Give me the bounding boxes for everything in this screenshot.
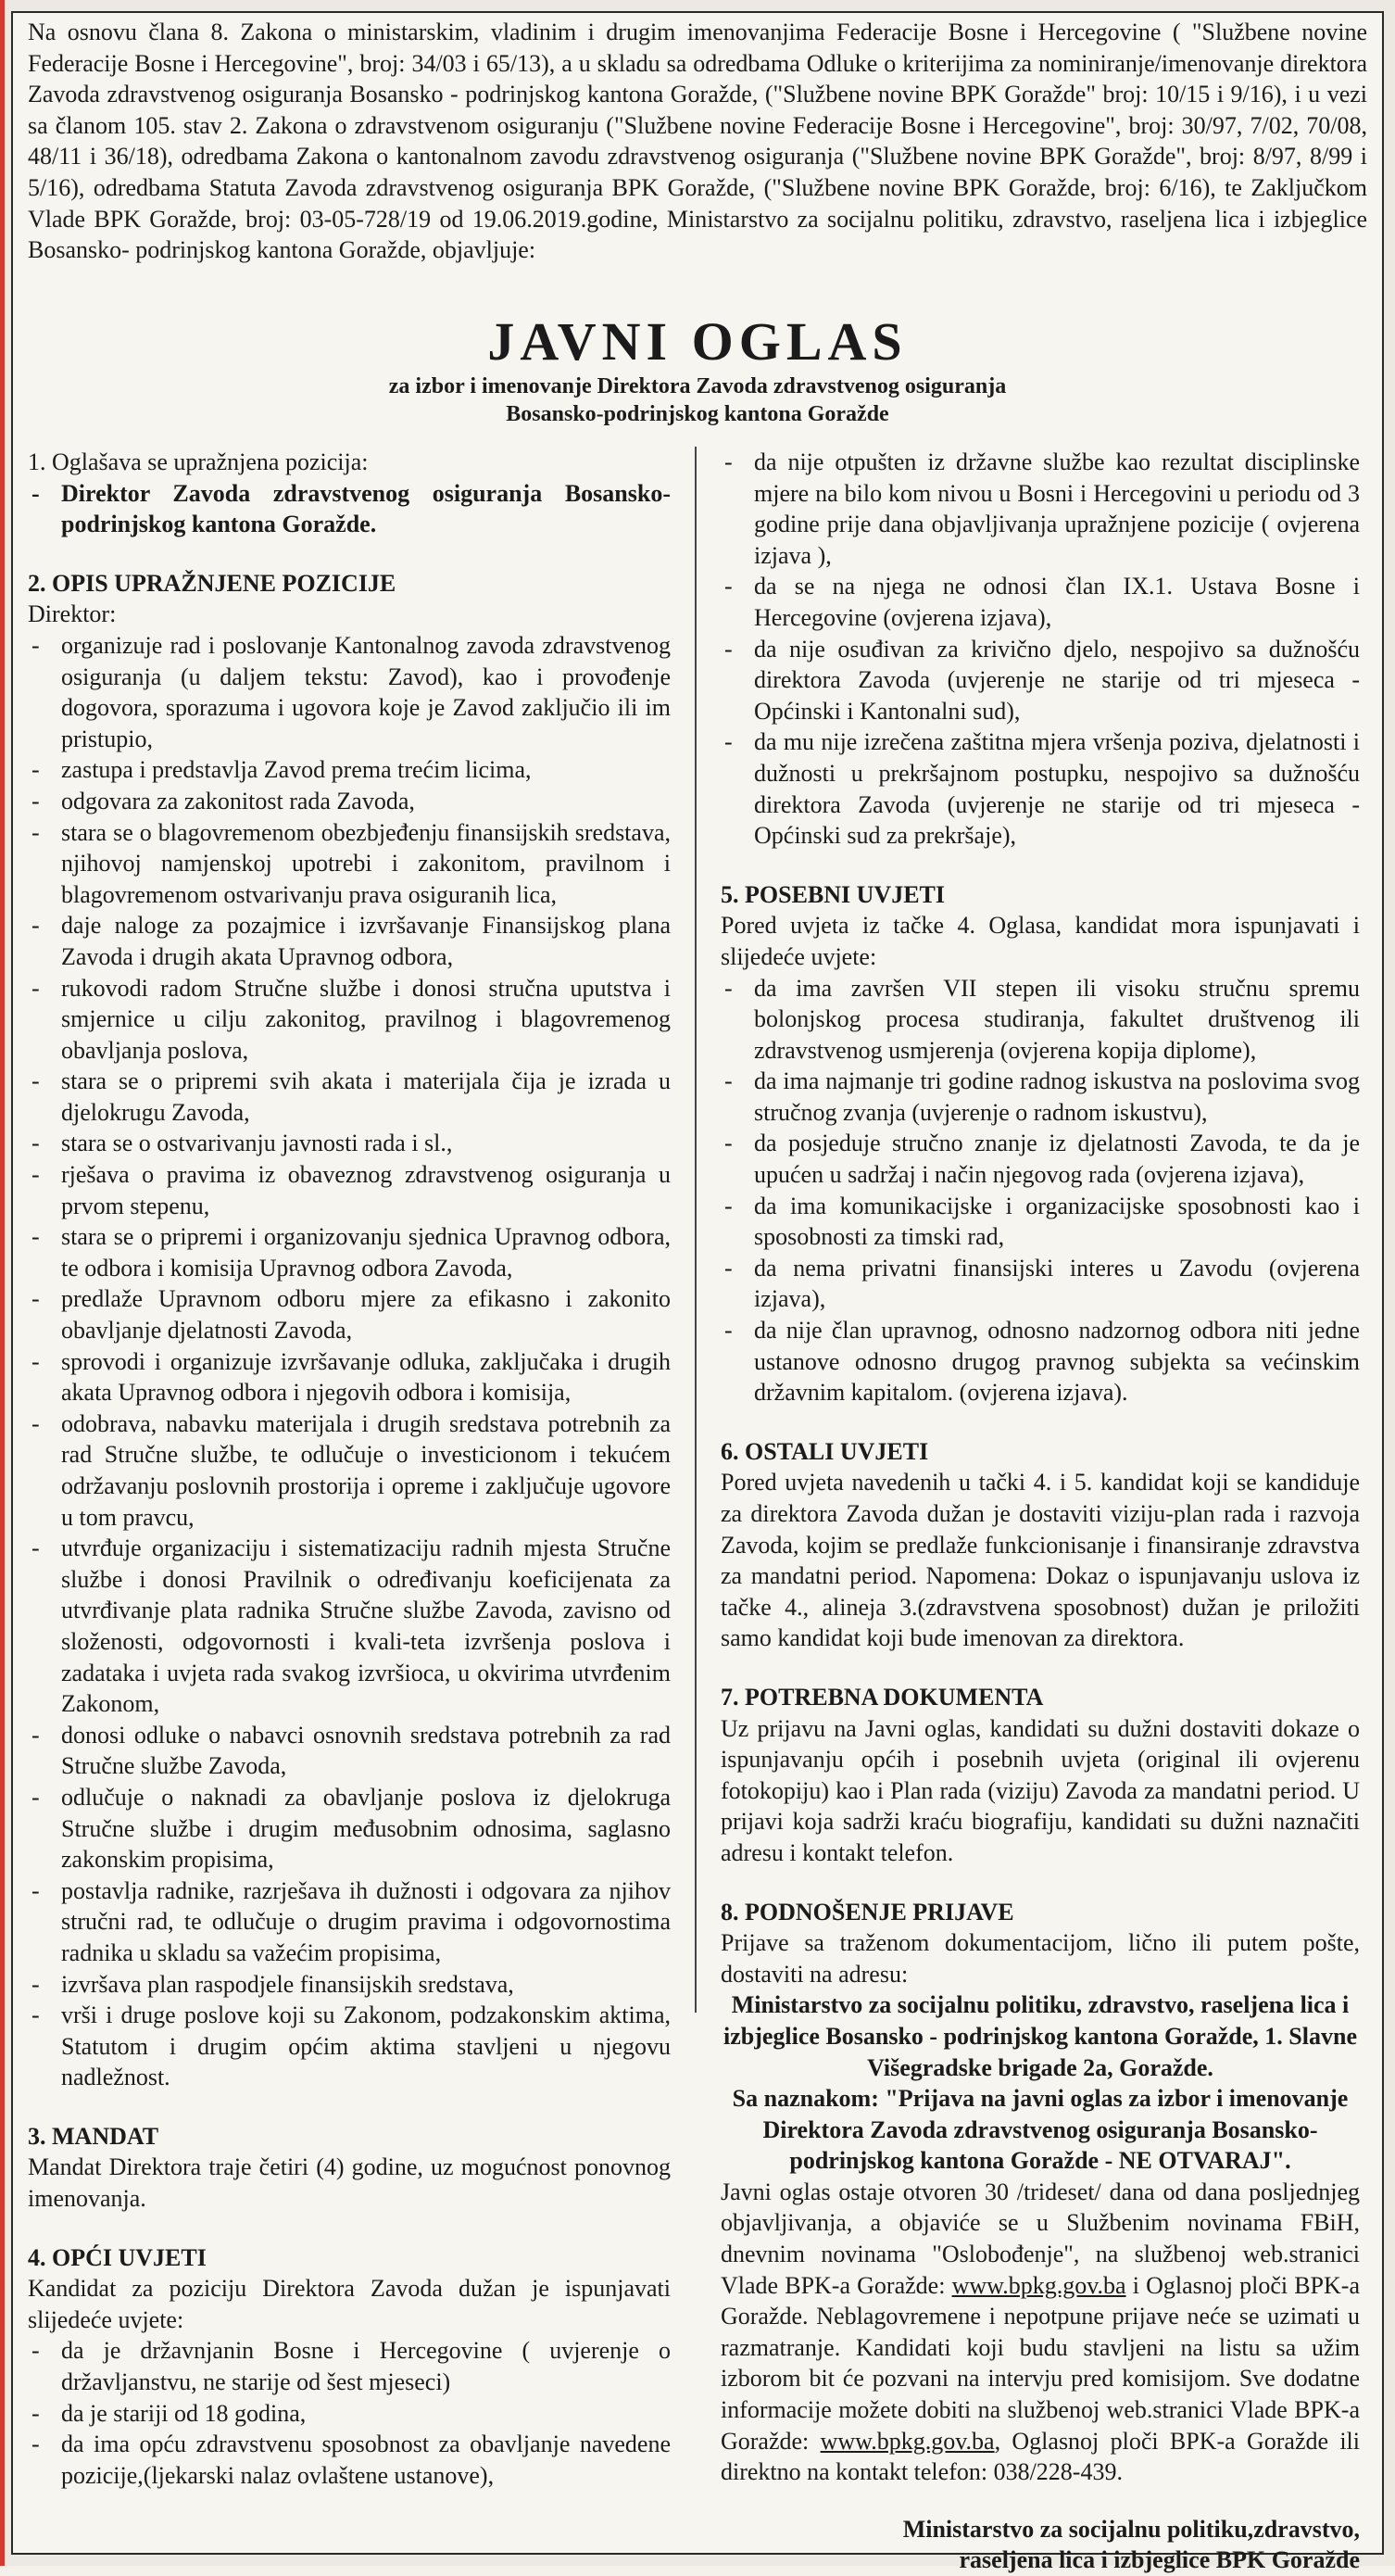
section-2-list — [28, 630, 671, 2093]
section-2-lead: Direktor: — [28, 600, 117, 628]
list-item: - stara se o pripremi i organizovanju sjednica Upravnog odbora, te odbora i komisija Upravnog odbora Zavoda, — [28, 1221, 671, 1283]
list-item: - da ima opću zdravstvenu sposobnost za obavljanje navedene pozicije,(ljekarski nalaz ovlaštene ustanove), — [28, 2429, 671, 2491]
signature-line-1: Ministarstvo za socijalnu politiku,zdravstvo, — [902, 2515, 1360, 2543]
list-item: - da ima komunikacijske i organizacijske sposobnosti kao i sposobnosti za timski rad, — [721, 1191, 1360, 1253]
left-column — [28, 447, 671, 2491]
section-8-title: 8. PODNOŠENJE PRIJAVE — [721, 1898, 1014, 1926]
section-5-title: 5. POSEBNI UVJETI — [721, 880, 945, 908]
notice-subtitle — [0, 373, 1395, 428]
section-4-list-right — [721, 447, 1360, 852]
list-item: - stara se o ostvarivanju javnosti rada i sl., — [28, 1128, 671, 1159]
list-item: - da nema privatni finansijski interes u Zavodu (ovjerena izjava), — [721, 1253, 1360, 1315]
list-item: - da nije otpušten iz državne službe kao rezultat disciplinske mjere na bilo kom nivou u Bosni i Hercegovini u periodu od 3 godine prije dana objavljivanja upražnjene pozicije ( ovjerena izjava ), — [721, 447, 1360, 571]
section-1-list — [28, 478, 671, 540]
list-item: - da je državnjanin Bosne i Hercegovine ( uvjerenje o državljanstvu, ne starije od šest mjeseci) — [28, 2335, 671, 2397]
section-2-title: 2. OPIS UPRAŽNJENE POZICIJE — [28, 569, 396, 597]
list-item: - predlaže Upravnom odboru mjere za efikasno i zakonito obavljanje djelatnosti Zavoda, — [28, 1283, 671, 1345]
list-item: - utvrđuje organizaciju i sistematizaciju radnih mjesta Stručne službe i donosi Pravilnik o određivanju koeficijenata za utvrđivanje plata radnika Stručne službe Zavoda, zavisno od složenosti, odgovornosti i kvali-teta izvršenja poslova i zadataka i uvjeta rada svakog izvršioca, u okvirima utvrđenim Zakonom, — [28, 1533, 671, 1720]
list-item: - da je stariji od 18 godina, — [28, 2398, 671, 2430]
list-item: - odlučuje o naknadi za obavljanje poslova iz djelokruga Stručne službe i drugim međusobnim odnosima, saglasno zakonskim propisima, — [28, 1782, 671, 1875]
section-6-title: 6. OSTALI UVJETI — [721, 1437, 929, 1465]
submission-address: Ministarstvo za socijalnu politiku, zdravstvo, raseljena lica i izbjeglice Bosansko - podrinjskog kantona Goražde, 1. Slavne Višegradske brigade 2a, Goražde. — [723, 1991, 1357, 2081]
list-item: - izvršava plan raspodjele finansijskih sredstava, — [28, 1969, 671, 2001]
list-item: - rješava o pravima iz obaveznog zdravstvenog osiguranja u prvom stepenu, — [28, 1159, 671, 1221]
section-8-details — [721, 2177, 1360, 2488]
list-item: - da se na njega ne odnosi član IX.1. Ustava Bosne i Hercegovine (ovjerena izjava), — [721, 571, 1360, 633]
signature-block — [721, 2514, 1360, 2576]
list-item: - da mu nije izrečena zaštitna mjera vršenja poziva, djelatnosti i dužnosti u prekršajnom postupku, nespojivo sa dužnošću direktora Zavoda (uvjerenje ne starije od tri mjeseca - Općinski sud za prekršaje), — [721, 726, 1360, 851]
list-item: - odgovara za zakonitost rada Zavoda, — [28, 786, 671, 817]
list-item: - daje naloge za pozajmice i izvršavanje Finansijskog plana Zavoda i drugih akata Upravnog odbora, — [28, 910, 671, 972]
list-item: - da nije član upravnog, odnosno nadzornog odbora niti jedne ustanove odnosno drugog pravnog subjekta sa većinskim državnim kapitalom. (ovjerena izjava). — [721, 1315, 1360, 1408]
section-1-title: 1. Oglašava se upražnjena pozicija: — [28, 448, 369, 475]
list-item: - vrši i druge poslove koji su Zakonom, podzakonskim aktima, Statutom i drugim općim aktima stavljeni u njegovu nadležnost. — [28, 2000, 671, 2093]
section-7-text: Uz prijavu na Javni oglas, kandidati su dužni dostaviti dokaze o ispunjavanju općih i posebnih uvjeta (original ili ovjerenu fotokopiju) kao i Plan rada (viziju) Zavoda za mandatni period. U prijavi koja sadrži kraću biografiju, kandidati su dužni naznačiti adresu i kontakt telefon. — [721, 1714, 1360, 1866]
section-5-lead: Pored uvjeta iz tačke 4. Oglasa, kandidat mora ispunjavati i slijedeće uvjete: — [721, 912, 1360, 970]
subtitle-line-1: za izbor i imenovanje Direktora Zavoda zdravstvenog osiguranja — [388, 374, 1007, 398]
website-link-2[interactable]: www.bpkg.gov.ba — [820, 2427, 995, 2455]
list-item: - donosi odluke o nabavci osnovnih sredstava potrebnih za rad Stručne službe Zavoda, — [28, 1720, 671, 1782]
list-item: - odobrava, nabavku materijala i drugih sredstava potrebnih za rad Stručne službe, te odlučuje o investicionom i tekućem održavanju poslovnih prostorija i opreme i zaključuje ugovore u tom pravcu, — [28, 1408, 671, 1533]
section-8-text-b: i Oglasnoj ploči BPK-a Goražde. Neblagovremene i nepotpune prijave neće se uzimati u razmatranje. Kandidati koji budu stavljeni na listu sa užim izborom bit će pozvani na intervju pred komisijom. Sve dodatne informacije možete dobiti na službenoj web.stranici Vlade BPK-a Goražde: — [721, 2271, 1360, 2455]
section-5-list — [721, 973, 1360, 1408]
column-divider — [695, 447, 697, 2013]
subtitle-line-2: Bosansko-podrinjskog kantona Goražde — [506, 402, 889, 426]
section-4-list-left — [28, 2335, 671, 2491]
section-4-title: 4. OPĆI UVJETI — [28, 2243, 207, 2271]
section-3-text: Mandat Direktora traje četiri (4) godine, uz mogućnost ponovnog imenovanja. — [28, 2153, 671, 2213]
list-item: - Direktor Zavoda zdravstvenog osiguranja Bosansko-podrinjskog kantona Goražde. — [28, 478, 671, 540]
section-8-text-c: , Oglasnoj ploči BPK-a Goražde ili direktno na kontakt telefon: 038/228-439. — [721, 2427, 1361, 2486]
website-link-1[interactable]: www.bpkg.gov.ba — [951, 2271, 1126, 2299]
list-item: - stara se o pripremi svih akata i materijala čija je izrada u djelokrugu Zavoda, — [28, 1066, 671, 1128]
list-item: - da ima najmanje tri godine radnog iskustva na poslovima svog stručnog zvanja (uvjerenje o radnom iskustvu), — [721, 1066, 1360, 1128]
section-6-text: Pored uvjeta navedenih u tački 4. i 5. kandidat koji se kandiduje za direktora Zavoda dužan je dostaviti viziju-plan rada i razvoja Zavoda, kojim se predlaže funkcionisanje i finansiranje zdravstva za mandatni period. Napomena: Dokaz o ispunjavanju uslova iz tačke 4., alineja 3.(zdravstvena sposobnost) dužan je priložiti samo kandidat koji bude imenovan za direktora. — [721, 1469, 1360, 1652]
list-item: - da posjeduje stručno znanje iz djelatnosti Zavoda, te da je upućen u sadržaj i način njegovog rada (ovjerena izjava), — [721, 1128, 1360, 1190]
list-item: - zastupa i predstavlja Zavod prema trećim licima, — [28, 754, 671, 786]
envelope-marking: Sa naznakom: "Prijava na javni oglas za izbor i imenovanje Direktora Zavoda zdravstvenog osiguranja Bosansko-podrinjskog kantona Goražde - NE OTVARAJ". — [732, 2085, 1349, 2175]
section-3-title: 3. MANDAT — [28, 2122, 159, 2150]
section-8-text-a: Javni oglas ostaje otvoren 30 /trideset/ dana od dana posljednjeg objavljivanja, a objaviće se u Službenim novinama FBiH, dnevnim novinama "Oslobođenje", na službenoj web.stranici Vlade BPK-a Goražde: — [721, 2178, 1360, 2299]
section-4-lead: Kandidat za poziciju Direktora Zavoda dužan je ispunjavati slijedeće uvjete: — [28, 2275, 671, 2333]
intro-paragraph: Na osnovu člana 8. Zakona o ministarskim, vladinim i drugim imenovanjima Federacije Bosne i Hercegovine ( "Službene novine Federacije Bosne i Hercegovine", broj: 34/03 i 65/13), a u skladu sa odredbama Odluke o kriterijima za nominiranje/imenovanje direktora Zavoda zdravstvenog osiguranja Bosansko - podrinjskog kantona Goražde, ("Službene novine BPK Goražde" broj: 10/15 i 9/16), i u vezi sa članom 105. stav 2. Zakona o zdravstvenom osiguranju ("Službene novine Federacije Bosne i Hercegovine", broj: 30/97, 7/02, 70/08, 48/11 i 36/18), odredbama Zakona o kantonalnom zavodu zdravstvenog osiguranja ("Službene novine BPK Goražde", broj: 8/97, 8/99 i 5/16), odredbama Statuta Zavoda zdravstvenog osiguranja BPK Goražde, ("Službene novine BPK Goražde, broj: 6/16), te Zaključkom Vlade BPK Goražde, broj: 03-05-728/19 od 19.06.2019.godine, Ministarstvo za socijalnu politiku, zdravstvo, raseljena lica i izbjeglice Bosansko- podrinjskog kantona Goražde, objavljuje: — [28, 19, 1367, 264]
section-8-lead: Prijave sa traženom dokumentacijom, lično ili putem pošte, dostaviti na adresu: — [721, 1929, 1360, 1988]
list-item: - sprovodi i organizuje izvršavanje odluka, zaključaka i drugih akata Upravnog odbora i njegovih odbora i komisija, — [28, 1346, 671, 1408]
list-item: - organizuje rad i poslovanje Kantonalnog zavoda zdravstvenog osiguranja (u daljem tekstu: Zavod), kao i provođenje dogovora, sporazuma i ugovora koje je Zavod zaključio ili im pristupio, — [28, 630, 671, 754]
list-item: - da nije osuđivan za krivično djelo, nespojivo sa dužnošću direktora Zavoda (uvjerenje ne starije od tri mjeseca - Općinski i Kantonalni sud), — [721, 634, 1360, 727]
signature-line-2: raseljena lica i izbjeglice BPK Goražde — [959, 2546, 1360, 2574]
notice-title: JAVNI OGLAS — [487, 311, 908, 372]
section-7-title: 7. POTREBNA DOKUMENTA — [721, 1683, 1044, 1711]
list-item: - da ima završen VII stepen ili visoku stručnu spremu bolonjskog procesa studiranja, fakultet društvenog ili zdravstvenog usmjerenja (ovjerena kopija diplome), — [721, 973, 1360, 1067]
right-column — [721, 447, 1360, 2576]
list-item: - postavlja radnike, razrješava ih dužnosti i odgovara za njihov stručni rad, te odlučuje o drugim pravima i odgovornostima radnika u skladu sa važećim propisima, — [28, 1875, 671, 1969]
list-item: - rukovodi radom Stručne službe i donosi stručna uputstva i smjernice u cilju zakonitog, pravilnog i blagovremenog obavljanja poslova, — [28, 973, 671, 1067]
list-item: - stara se o blagovremenom obezbjeđenju finansijskih sredstava, njihovoj namjenskoj upotrebi i zakonitom, pravilnom i blagovremenom ostvarivanju prava osiguranih lica, — [28, 817, 671, 911]
